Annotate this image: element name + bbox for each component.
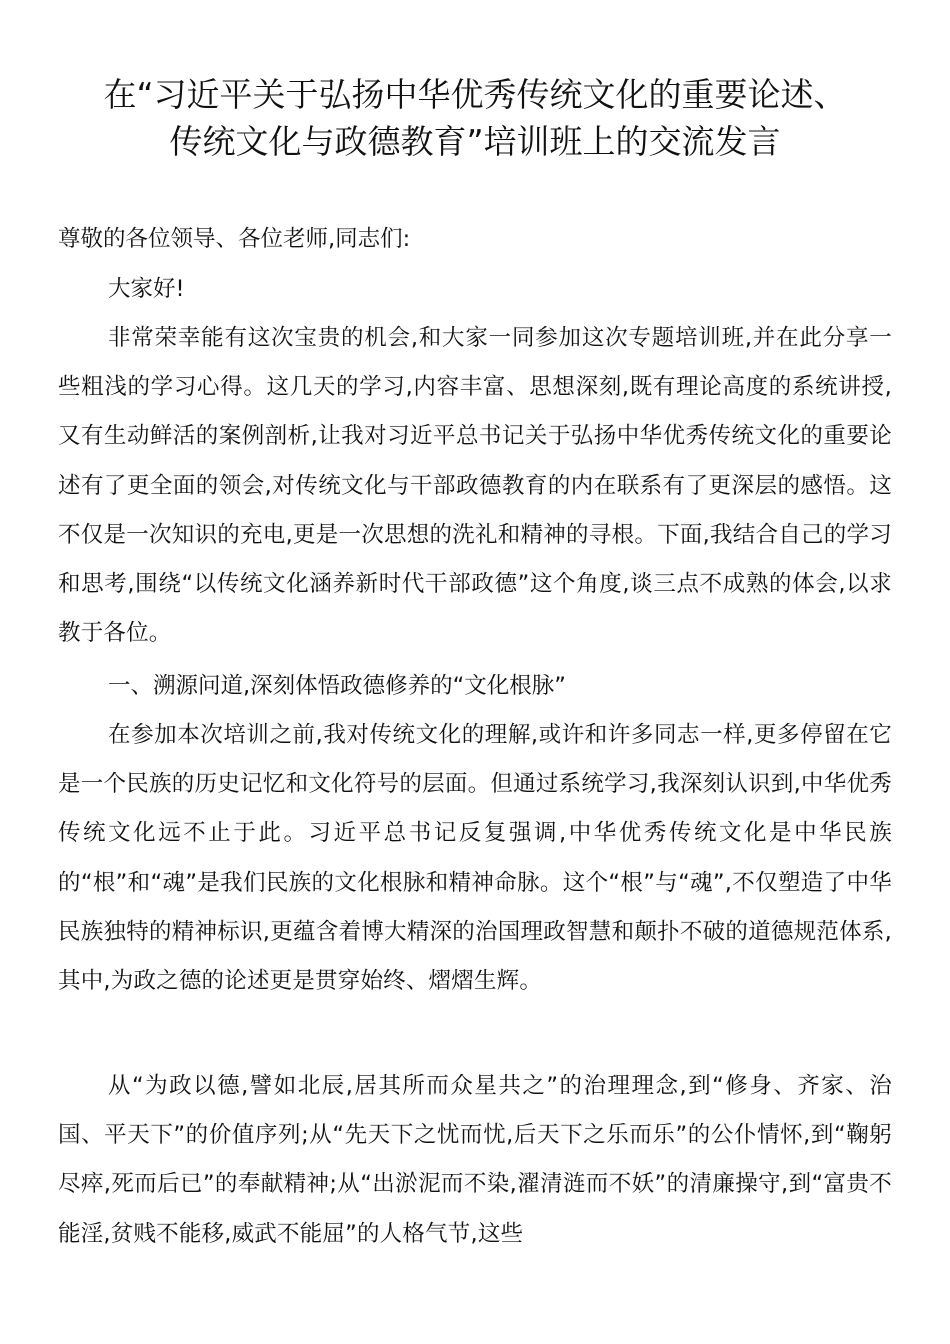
greeting: 大家好! — [108, 276, 185, 302]
document-title-line-1: 在“习近平关于弘扬中华优秀传统文化的重要论述、 — [103, 75, 847, 114]
section-heading-1: 一、溯源问道,深刻体悟政德修养的“文化根脉” — [108, 673, 566, 699]
salutation: 尊敬的各位领导、各位老师,同志们: — [58, 226, 411, 252]
body-block-1 — [58, 314, 892, 658]
body-block-2 — [58, 711, 892, 1006]
paragraph-section1-cont: 从“为政以德,譬如北辰,居其所而众星共之”的治理理念,到“修身、齐家、治国、平天下”的价值序列;从“先天下之忧而忧,后天下之乐而乐”的公仆情怀,到“鞠躬尽瘁,死而后已”的奉献精神;从“出淤泥而不染,濯清涟而不妖”的清廉操守,到“富贵不能淫,贫贱不能移,威武不能屈”的人格气节,这些 — [58, 1073, 892, 1247]
document-title-line-2: 传统文化与政德教育”培训班上的交流发言 — [169, 122, 781, 161]
paragraph-intro: 非常荣幸能有这次宝贵的机会,和大家一同参加这次专题培训班,并在此分享一些粗浅的学习心得。这几天的学习,内容丰富、思想深刻,既有理论高度的系统讲授,又有生动鲜活的案例剖析,让我对习近平总书记关于弘扬中华优秀传统文化的重要论述有了更全面的领会,对传统文化与干部政德教育的内在联系有了更深层的感悟。这不仅是一次知识的充电,更是一次思想的洗礼和精神的寻根。下面,我结合自己的学习和思考,围绕“以传统文化涵养新时代干部政德”这个角度,谈三点不成熟的体会,以求教于各位。 — [58, 325, 892, 647]
body-block-3 — [58, 1062, 892, 1259]
paragraph-section1: 在参加本次培训之前,我对传统文化的理解,或许和许多同志一样,更多停留在它是一个民族的历史记忆和文化符号的层面。但通过系统学习,我深刻认识到,中华优秀传统文化远不止于此。习近平总书记反复强调,中华优秀传统文化是中华民族的“根”和“魂”是我们民族的文化根脉和精神命脉。这个“根”与“魂”,不仅塑造了中华民族独特的精神标识,更蕴含着博大精深的治国理政智慧和颠扑不破的道德规范体系,其中,为政之德的论述更是贯穿始终、熠熠生辉。 — [58, 722, 892, 995]
